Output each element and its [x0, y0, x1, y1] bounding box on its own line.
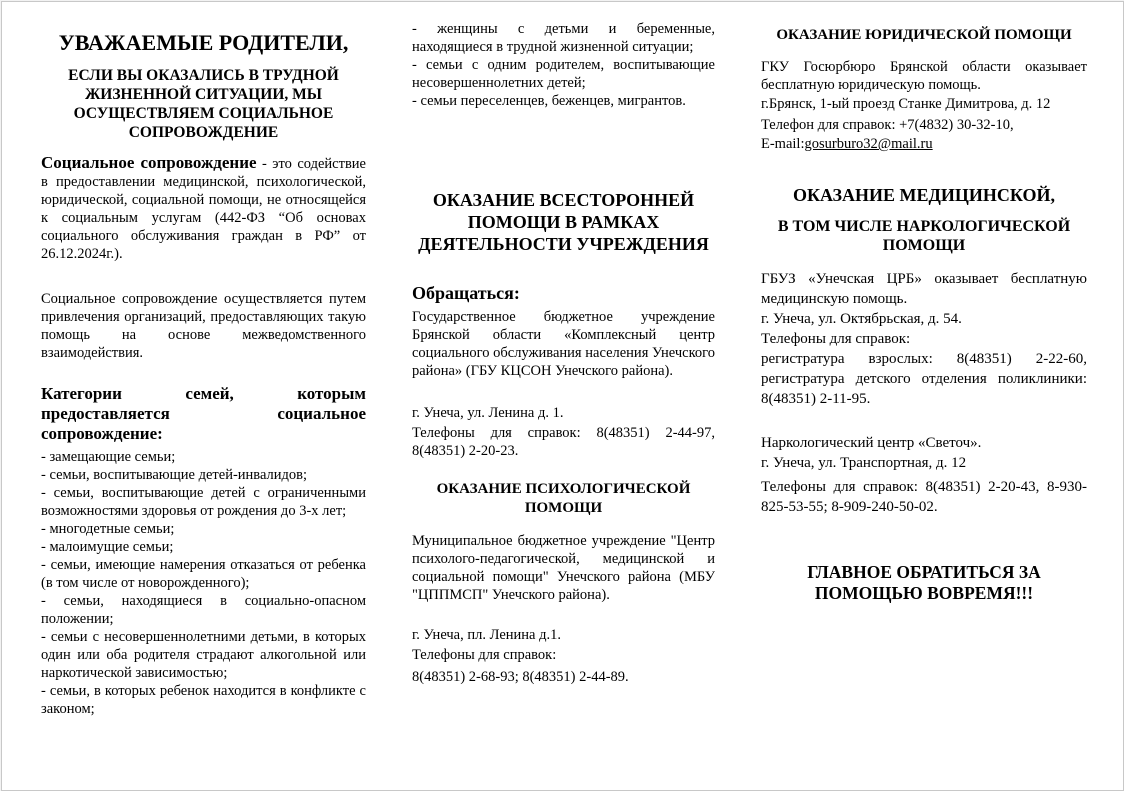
list-item: - замещающие семьи; [41, 449, 176, 465]
subtitle-line: ОСУЩЕСТВЛЯЕМ СОЦИАЛЬНОЕ [73, 105, 334, 122]
subtitle-line: ЕСЛИ ВЫ ОКАЗАЛИСЬ В ТРУДНОЙ [68, 67, 339, 84]
subtitle [41, 66, 366, 142]
email-link[interactable]: gosurburo32@mail.ru [804, 136, 933, 152]
email-prefix: E-mail: [761, 136, 805, 152]
psych-help-heading: ОКАЗАНИЕ ПСИХОЛОГИЧЕСКОЙ ПОМОЩИ [436, 481, 691, 516]
narcology-address: г. Унеча, ул. Транспортная, д. 12 [761, 455, 967, 471]
list-item: - семьи, имеющие намерения отказаться от ребенка (в том числе от новорожденного); [41, 557, 366, 591]
subtitle-line: СОПРОВОЖДЕНИЕ [128, 124, 279, 141]
definition-paragraph [41, 154, 366, 263]
final-call-to-action: ГЛАВНОЕ ОБРАТИТЬСЯ ЗА ПОМОЩЬЮ ВОВРЕМЯ!!! [807, 562, 1041, 603]
categories-list [41, 448, 366, 718]
list-item: - семьи переселенцев, беженцев, мигрантов. [412, 93, 686, 109]
narcology-phones: Телефоны для справок: 8(48351) 2-20-43, 8-930-825-53-55; 8-909-240-50-02. [761, 479, 1087, 515]
legal-address: г.Брянск, 1-ый проезд Станке Димитрова, д. 12 [761, 96, 1051, 112]
medical-help-subheading: В ТОМ ЧИСЛЕ НАРКОЛОГИЧЕСКОЙ ПОМОЩИ [777, 218, 1071, 254]
subtitle-line: ЖИЗНЕННОЙ СИТУАЦИИ, МЫ [84, 86, 323, 103]
list-item: - семьи, воспитывающие детей-инвалидов; [41, 467, 308, 483]
legal-phone: Телефон для справок: +7(4832) 30-32-10, [761, 117, 1014, 133]
definition-text: - это содействие в предоставлении медицинской, психологической, юридической, социальной помощи, не относящейся к социальным услугам (442-ФЗ “Об основах социального обслуживания граждан в РФ” от 26.12.2024г.). [41, 156, 366, 262]
center-phones: Телефоны для справок: 8(48351) 2-44-97, 8(48351) 2-20-23. [412, 425, 715, 459]
categories-list-continued [412, 20, 715, 110]
psych-org-text: Муниципальное бюджетное учреждение "Центр психолого-педагогической, медицинской и социальной помощи" Унечского района (МБУ "ЦППМСП" Унечского района). [412, 533, 715, 603]
psych-phones: 8(48351) 2-68-93; 8(48351) 2-44-89. [412, 669, 629, 685]
center-org-text: Государственное бюджетное учреждение Брянской области «Комплексный центр социального обслуживания населения Унечского района» (ГБУ КЦСОН Унечского района). [412, 309, 715, 379]
list-item: - женщины с детьми и беременные, находящиеся в трудной жизненной ситуации; [412, 21, 715, 55]
center-address: г. Унеча, ул. Ленина д. 1. [412, 405, 564, 421]
medical-phones-label: Телефоны для справок: [761, 331, 911, 347]
legal-help-heading: ОКАЗАНИЕ ЮРИДИЧЕСКОЙ ПОМОЩИ [776, 27, 1072, 43]
medical-address: г. Унеча, ул. Октябрьская, д. 54. [761, 311, 962, 327]
method-paragraph: Социальное сопровождение осуществляется путем привлечения организаций, предоставляющих такую помощь на основе межведомственного взаимодействия. [41, 291, 366, 361]
psych-address: г. Унеча, пл. Ленина д.1. [412, 627, 562, 643]
brochure-page [1, 1, 1124, 791]
comprehensive-help-heading: ОКАЗАНИЕ ВСЕСТОРОННЕЙ ПОМОЩИ В РАМКАХ ДЕЯТЕЛЬНОСТИ УЧРЕЖДЕНИЯ [418, 190, 709, 254]
categories-heading: Категории семей, которым предоставляется социальное сопровождение: [41, 384, 366, 443]
list-item: - семьи с несовершеннолетними детьми, в которых один или оба родителя страдают алкогольной или наркотической зависимостью; [41, 629, 366, 681]
contact-label: Обращаться: [412, 283, 520, 303]
legal-org-text: ГКУ Госюрбюро Брянской области оказывает бесплатную юридическую помощь. [761, 59, 1087, 93]
medical-phones: регистратура взрослых: 8(48351) 2-22-60, регистратура детского отделения поликлиники: 8(48351) 2-11-95. [761, 351, 1087, 407]
legal-email [761, 135, 1087, 153]
medical-org-text: ГБУЗ «Унечская ЦРБ» оказывает бесплатную медицинскую помощь. [761, 271, 1087, 307]
list-item: - малоимущие семьи; [41, 539, 174, 555]
definition-term: Социальное сопровождение [41, 153, 257, 172]
psych-phones-label: Телефоны для справок: [412, 647, 557, 663]
list-item: - семьи с одним родителем, воспитывающие несовершеннолетних детей; [412, 57, 715, 91]
narcology-center-name: Наркологический центр «Светоч». [761, 435, 982, 451]
list-item: - семьи, воспитывающие детей с ограниченными возможностями здоровья от рождения до 3-х лет; [41, 485, 366, 519]
list-item: - семьи, находящиеся в социально-опасном положении; [41, 593, 366, 627]
main-title: УВАЖАЕМЫЕ РОДИТЕЛИ, [58, 30, 349, 55]
list-item: - многодетные семьи; [41, 521, 175, 537]
list-item: - семьи, в которых ребенок находится в конфликте с законом; [41, 683, 366, 717]
medical-help-heading: ОКАЗАНИЕ МЕДИЦИНСКОЙ, [792, 185, 1056, 205]
